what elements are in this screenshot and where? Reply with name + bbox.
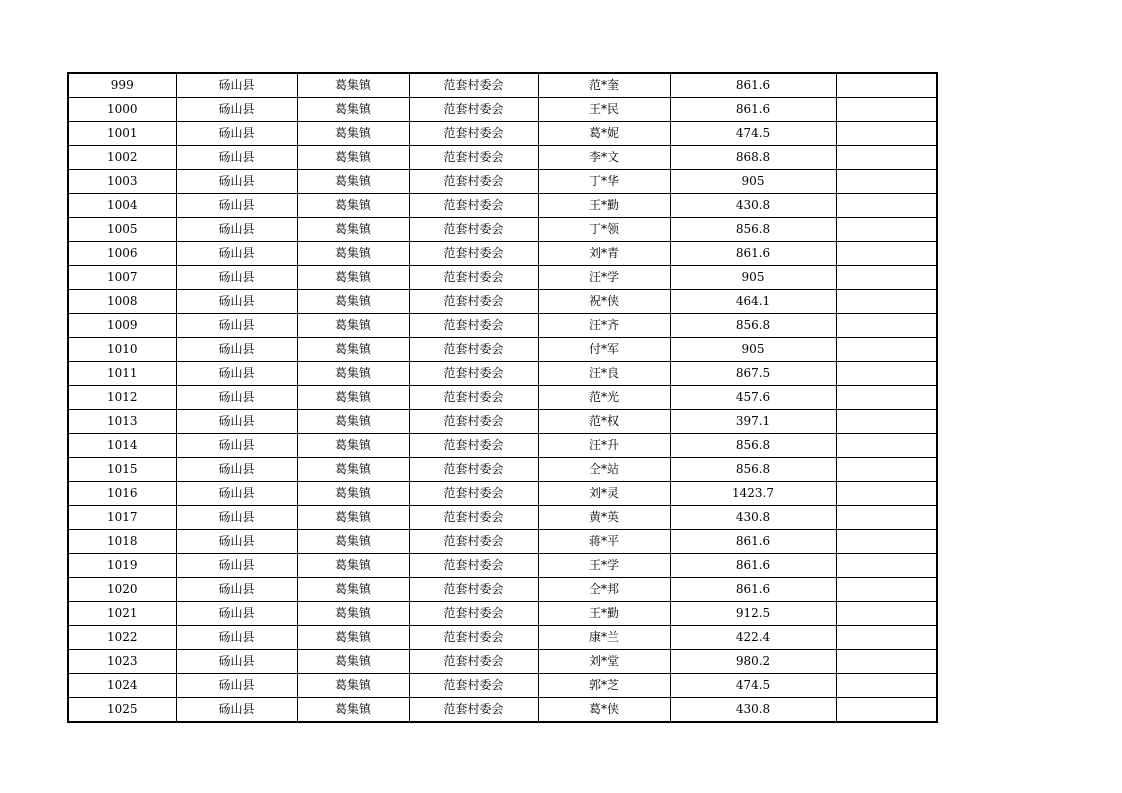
- town-cell: 葛集镇: [297, 530, 409, 554]
- amount-cell: 457.6: [670, 386, 836, 410]
- serial-number-cell: 1003: [68, 170, 176, 194]
- remark-cell: [836, 434, 937, 458]
- table-row: [68, 146, 937, 170]
- serial-number-cell: 1024: [68, 674, 176, 698]
- remark-cell: [836, 362, 937, 386]
- name-cell: 祝*侠: [538, 290, 670, 314]
- serial-number-cell: 1005: [68, 218, 176, 242]
- table-row: [68, 314, 937, 338]
- table-row: [68, 626, 937, 650]
- serial-number-cell: 1006: [68, 242, 176, 266]
- name-cell: 刘*灵: [538, 482, 670, 506]
- town-cell: 葛集镇: [297, 122, 409, 146]
- amount-cell: 912.5: [670, 602, 836, 626]
- remark-cell: [836, 194, 937, 218]
- amount-cell: 867.5: [670, 362, 836, 386]
- table-row: [68, 266, 937, 290]
- serial-number-cell: 1018: [68, 530, 176, 554]
- serial-number-cell: 1013: [68, 410, 176, 434]
- amount-cell: 464.1: [670, 290, 836, 314]
- village-committee-cell: 范套村委会: [409, 242, 538, 266]
- table-row: [68, 530, 937, 554]
- name-cell: 王*勤: [538, 602, 670, 626]
- serial-number-cell: 1001: [68, 122, 176, 146]
- town-cell: 葛集镇: [297, 218, 409, 242]
- name-cell: 汪*齐: [538, 314, 670, 338]
- table-row: [68, 482, 937, 506]
- county-cell: 砀山县: [176, 98, 297, 122]
- name-cell: 范*光: [538, 386, 670, 410]
- amount-cell: 905: [670, 266, 836, 290]
- remark-cell: [836, 266, 937, 290]
- amount-cell: 905: [670, 170, 836, 194]
- amount-cell: 430.8: [670, 194, 836, 218]
- table-row: [68, 674, 937, 698]
- name-cell: 康*兰: [538, 626, 670, 650]
- table-row: [68, 338, 937, 362]
- serial-number-cell: 1020: [68, 578, 176, 602]
- village-committee-cell: 范套村委会: [409, 386, 538, 410]
- table-body: [68, 73, 937, 722]
- county-cell: 砀山县: [176, 554, 297, 578]
- town-cell: 葛集镇: [297, 602, 409, 626]
- county-cell: 砀山县: [176, 602, 297, 626]
- table-row: [68, 170, 937, 194]
- town-cell: 葛集镇: [297, 73, 409, 98]
- table-row: [68, 122, 937, 146]
- village-committee-cell: 范套村委会: [409, 266, 538, 290]
- village-committee-cell: 范套村委会: [409, 434, 538, 458]
- county-cell: 砀山县: [176, 146, 297, 170]
- remark-cell: [836, 170, 937, 194]
- village-committee-cell: 范套村委会: [409, 650, 538, 674]
- village-committee-cell: 范套村委会: [409, 146, 538, 170]
- table-row: [68, 602, 937, 626]
- name-cell: 刘*堂: [538, 650, 670, 674]
- name-cell: 李*文: [538, 146, 670, 170]
- town-cell: 葛集镇: [297, 242, 409, 266]
- county-cell: 砀山县: [176, 362, 297, 386]
- village-committee-cell: 范套村委会: [409, 362, 538, 386]
- remark-cell: [836, 578, 937, 602]
- amount-cell: 474.5: [670, 122, 836, 146]
- remark-cell: [836, 338, 937, 362]
- county-cell: 砀山县: [176, 698, 297, 723]
- amount-cell: 980.2: [670, 650, 836, 674]
- serial-number-cell: 1012: [68, 386, 176, 410]
- county-cell: 砀山县: [176, 482, 297, 506]
- name-cell: 汪*升: [538, 434, 670, 458]
- town-cell: 葛集镇: [297, 266, 409, 290]
- serial-number-cell: 1008: [68, 290, 176, 314]
- amount-cell: 856.8: [670, 218, 836, 242]
- name-cell: 王*勤: [538, 194, 670, 218]
- serial-number-cell: 1000: [68, 98, 176, 122]
- table-row: [68, 98, 937, 122]
- serial-number-cell: 1015: [68, 458, 176, 482]
- county-cell: 砀山县: [176, 578, 297, 602]
- remark-cell: [836, 242, 937, 266]
- amount-cell: 861.6: [670, 73, 836, 98]
- county-cell: 砀山县: [176, 314, 297, 338]
- serial-number-cell: 1010: [68, 338, 176, 362]
- serial-number-cell: 1014: [68, 434, 176, 458]
- village-committee-cell: 范套村委会: [409, 674, 538, 698]
- county-cell: 砀山县: [176, 122, 297, 146]
- village-committee-cell: 范套村委会: [409, 482, 538, 506]
- remark-cell: [836, 98, 937, 122]
- county-cell: 砀山县: [176, 386, 297, 410]
- amount-cell: 397.1: [670, 410, 836, 434]
- village-committee-cell: 范套村委会: [409, 554, 538, 578]
- remark-cell: [836, 458, 937, 482]
- remark-cell: [836, 482, 937, 506]
- amount-cell: 905: [670, 338, 836, 362]
- village-committee-cell: 范套村委会: [409, 506, 538, 530]
- town-cell: 葛集镇: [297, 650, 409, 674]
- amount-cell: 422.4: [670, 626, 836, 650]
- amount-cell: 861.6: [670, 98, 836, 122]
- name-cell: 付*军: [538, 338, 670, 362]
- name-cell: 黄*英: [538, 506, 670, 530]
- county-cell: 砀山县: [176, 506, 297, 530]
- county-cell: 砀山县: [176, 170, 297, 194]
- county-cell: 砀山县: [176, 218, 297, 242]
- village-committee-cell: 范套村委会: [409, 338, 538, 362]
- table-row: [68, 578, 937, 602]
- county-cell: 砀山县: [176, 650, 297, 674]
- town-cell: 葛集镇: [297, 626, 409, 650]
- remark-cell: [836, 386, 937, 410]
- table-row: [68, 554, 937, 578]
- county-cell: 砀山县: [176, 530, 297, 554]
- village-committee-cell: 范套村委会: [409, 218, 538, 242]
- town-cell: 葛集镇: [297, 458, 409, 482]
- table-row: [68, 506, 937, 530]
- name-cell: 丁*领: [538, 218, 670, 242]
- town-cell: 葛集镇: [297, 290, 409, 314]
- village-committee-cell: 范套村委会: [409, 578, 538, 602]
- table-row: [68, 290, 937, 314]
- amount-cell: 856.8: [670, 458, 836, 482]
- village-committee-cell: 范套村委会: [409, 314, 538, 338]
- amount-cell: 861.6: [670, 578, 836, 602]
- remark-cell: [836, 650, 937, 674]
- amount-cell: 868.8: [670, 146, 836, 170]
- county-cell: 砀山县: [176, 242, 297, 266]
- remark-cell: [836, 602, 937, 626]
- amount-cell: 856.8: [670, 314, 836, 338]
- table-row: [68, 362, 937, 386]
- name-cell: 汪*良: [538, 362, 670, 386]
- village-committee-cell: 范套村委会: [409, 194, 538, 218]
- name-cell: 刘*青: [538, 242, 670, 266]
- village-committee-cell: 范套村委会: [409, 170, 538, 194]
- village-committee-cell: 范套村委会: [409, 98, 538, 122]
- town-cell: 葛集镇: [297, 338, 409, 362]
- name-cell: 汪*学: [538, 266, 670, 290]
- town-cell: 葛集镇: [297, 434, 409, 458]
- name-cell: 仝*邦: [538, 578, 670, 602]
- remark-cell: [836, 73, 937, 98]
- table-row: [68, 218, 937, 242]
- table-row: [68, 458, 937, 482]
- town-cell: 葛集镇: [297, 362, 409, 386]
- serial-number-cell: 1009: [68, 314, 176, 338]
- name-cell: 葛*妮: [538, 122, 670, 146]
- county-cell: 砀山县: [176, 290, 297, 314]
- data-table: [67, 72, 938, 723]
- county-cell: 砀山县: [176, 458, 297, 482]
- town-cell: 葛集镇: [297, 314, 409, 338]
- village-committee-cell: 范套村委会: [409, 626, 538, 650]
- name-cell: 范*权: [538, 410, 670, 434]
- remark-cell: [836, 554, 937, 578]
- name-cell: 仝*站: [538, 458, 670, 482]
- name-cell: 葛*侠: [538, 698, 670, 723]
- table-row: [68, 242, 937, 266]
- table-row: [68, 434, 937, 458]
- table-row: [68, 73, 937, 98]
- town-cell: 葛集镇: [297, 698, 409, 723]
- town-cell: 葛集镇: [297, 578, 409, 602]
- name-cell: 王*民: [538, 98, 670, 122]
- county-cell: 砀山县: [176, 434, 297, 458]
- remark-cell: [836, 290, 937, 314]
- remark-cell: [836, 530, 937, 554]
- name-cell: 王*学: [538, 554, 670, 578]
- serial-number-cell: 1004: [68, 194, 176, 218]
- town-cell: 葛集镇: [297, 146, 409, 170]
- serial-number-cell: 1002: [68, 146, 176, 170]
- amount-cell: 861.6: [670, 530, 836, 554]
- county-cell: 砀山县: [176, 73, 297, 98]
- remark-cell: [836, 410, 937, 434]
- table-row: [68, 386, 937, 410]
- village-committee-cell: 范套村委会: [409, 698, 538, 723]
- amount-cell: 861.6: [670, 242, 836, 266]
- amount-cell: 430.8: [670, 698, 836, 723]
- remark-cell: [836, 146, 937, 170]
- town-cell: 葛集镇: [297, 98, 409, 122]
- remark-cell: [836, 674, 937, 698]
- serial-number-cell: 1025: [68, 698, 176, 723]
- village-committee-cell: 范套村委会: [409, 290, 538, 314]
- amount-cell: 474.5: [670, 674, 836, 698]
- town-cell: 葛集镇: [297, 554, 409, 578]
- remark-cell: [836, 626, 937, 650]
- name-cell: 范*奎: [538, 73, 670, 98]
- remark-cell: [836, 122, 937, 146]
- village-committee-cell: 范套村委会: [409, 122, 538, 146]
- village-committee-cell: 范套村委会: [409, 602, 538, 626]
- amount-cell: 861.6: [670, 554, 836, 578]
- town-cell: 葛集镇: [297, 674, 409, 698]
- county-cell: 砀山县: [176, 674, 297, 698]
- serial-number-cell: 1011: [68, 362, 176, 386]
- town-cell: 葛集镇: [297, 194, 409, 218]
- serial-number-cell: 1007: [68, 266, 176, 290]
- village-committee-cell: 范套村委会: [409, 458, 538, 482]
- serial-number-cell: 1022: [68, 626, 176, 650]
- amount-cell: 1423.7: [670, 482, 836, 506]
- serial-number-cell: 1017: [68, 506, 176, 530]
- county-cell: 砀山县: [176, 410, 297, 434]
- serial-number-cell: 999: [68, 73, 176, 98]
- name-cell: 郭*芝: [538, 674, 670, 698]
- remark-cell: [836, 218, 937, 242]
- county-cell: 砀山县: [176, 338, 297, 362]
- town-cell: 葛集镇: [297, 410, 409, 434]
- remark-cell: [836, 314, 937, 338]
- serial-number-cell: 1019: [68, 554, 176, 578]
- table-row: [68, 698, 937, 723]
- village-committee-cell: 范套村委会: [409, 530, 538, 554]
- name-cell: 蒋*平: [538, 530, 670, 554]
- village-committee-cell: 范套村委会: [409, 73, 538, 98]
- table-row: [68, 194, 937, 218]
- amount-cell: 430.8: [670, 506, 836, 530]
- serial-number-cell: 1023: [68, 650, 176, 674]
- amount-cell: 856.8: [670, 434, 836, 458]
- county-cell: 砀山县: [176, 626, 297, 650]
- town-cell: 葛集镇: [297, 482, 409, 506]
- county-cell: 砀山县: [176, 266, 297, 290]
- remark-cell: [836, 698, 937, 723]
- serial-number-cell: 1016: [68, 482, 176, 506]
- village-committee-cell: 范套村委会: [409, 410, 538, 434]
- serial-number-cell: 1021: [68, 602, 176, 626]
- town-cell: 葛集镇: [297, 386, 409, 410]
- town-cell: 葛集镇: [297, 170, 409, 194]
- table-row: [68, 650, 937, 674]
- table-row: [68, 410, 937, 434]
- town-cell: 葛集镇: [297, 506, 409, 530]
- county-cell: 砀山县: [176, 194, 297, 218]
- name-cell: 丁*华: [538, 170, 670, 194]
- remark-cell: [836, 506, 937, 530]
